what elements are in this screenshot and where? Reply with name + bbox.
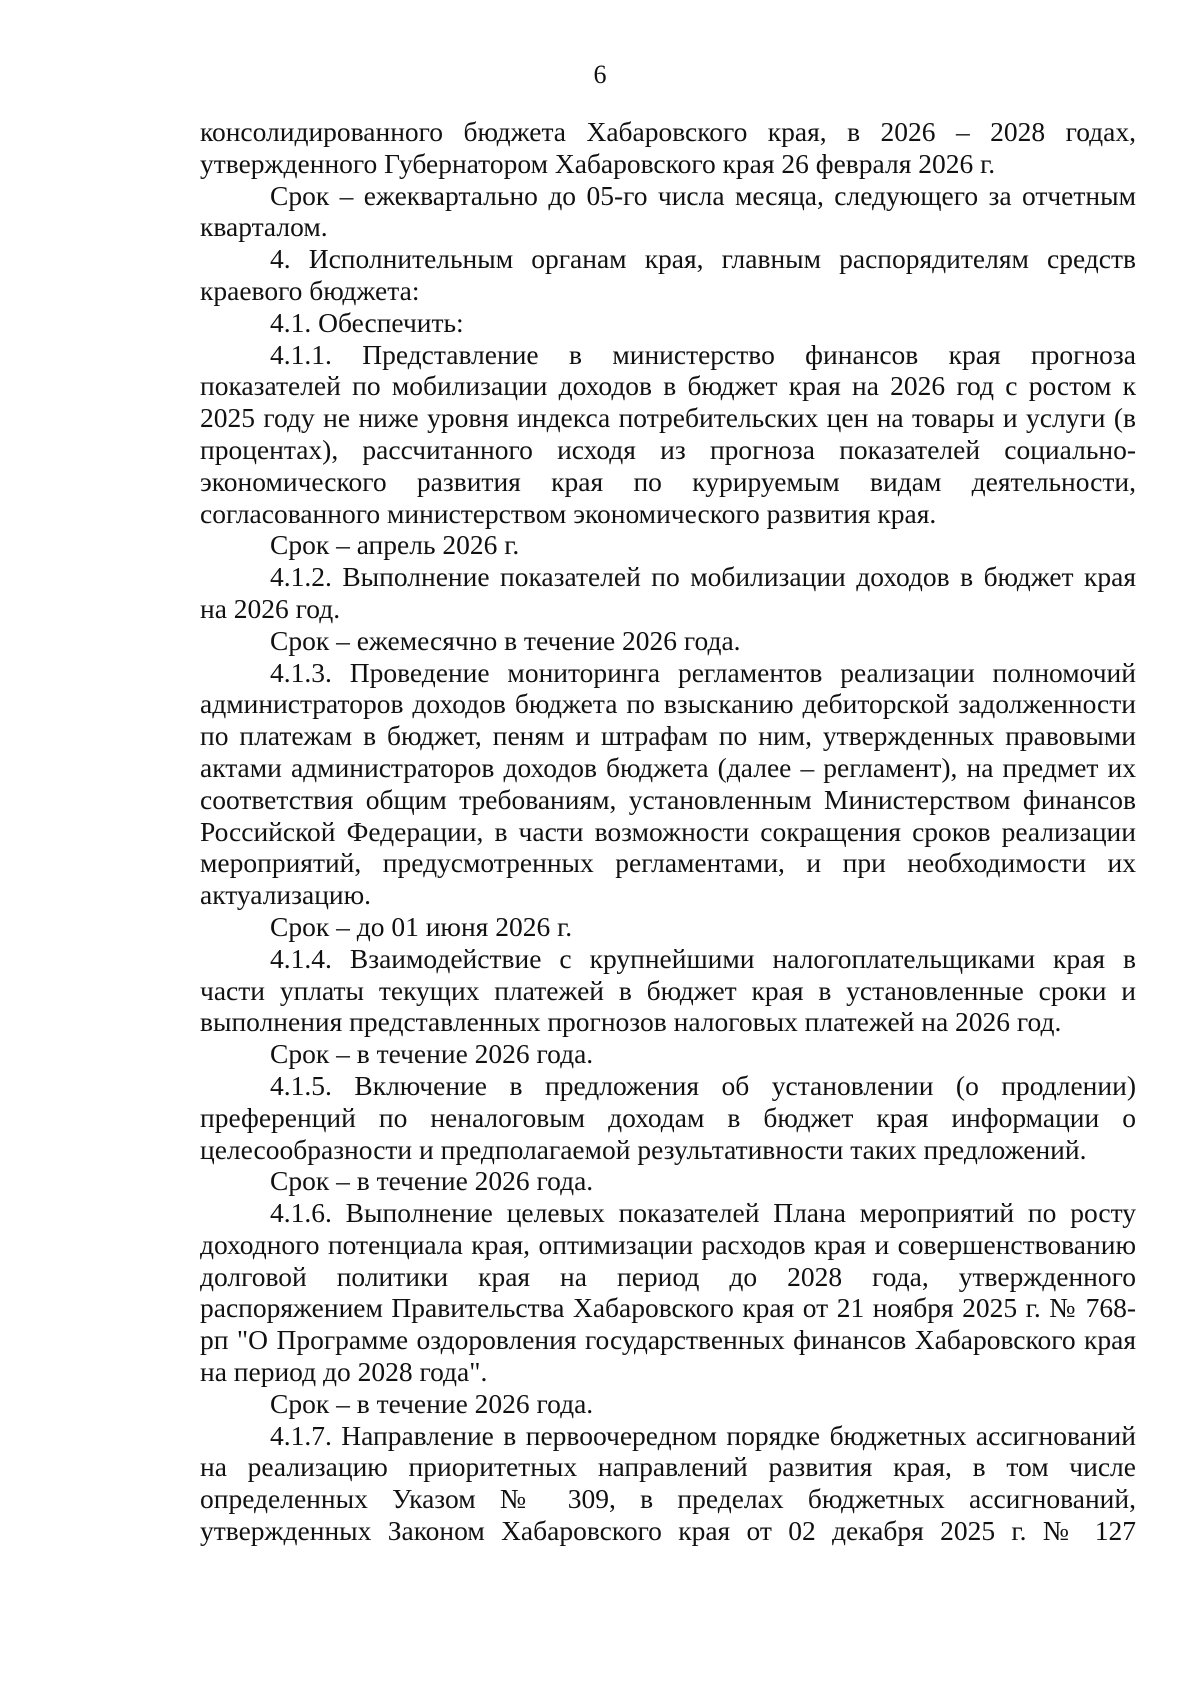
- paragraph-continuation: консолидированного бюджета Хабаровского края, в 2026 – 2028 годах, утвержденного Губернатором Хабаровского края 26 февраля 2026 г.: [200, 116, 1136, 179]
- deadline-paragraph: Срок – ежеквартально до 05-го числа месяца, следующего за отчетным кварталом.: [200, 179, 1136, 243]
- item-4-1-5: 4.1.5. Включение в предложения об установлении (о продлении) преференций по неналоговым доходам в бюджет края информации о целесообразности и предполагаемой результативности таких предложений.: [200, 1069, 1136, 1165]
- deadline-paragraph: Срок – в течение 2026 года.: [270, 1038, 594, 1070]
- deadline-paragraph: Срок – в течение 2026 года.: [270, 1165, 594, 1197]
- deadline-paragraph: Срок – ежемесячно в течение 2026 года.: [270, 624, 741, 656]
- deadline-paragraph: Срок – в течение 2026 года.: [270, 1387, 594, 1419]
- deadline-paragraph: Срок – до 01 июня 2026 г.: [270, 910, 573, 942]
- section-4-1-heading: 4.1. Обеспечить:: [270, 306, 464, 338]
- item-4-1-2: 4.1.2. Выполнение показателей по мобилизации доходов в бюджет края на 2026 год.: [200, 561, 1136, 624]
- page-number: 6: [593, 60, 607, 89]
- item-4-1-3: 4.1.3. Проведение мониторинга регламентов реализации полномочий администраторов доходов бюджета по взысканию дебиторской задолженности по платежам в бюджет, пеням и штрафам по ним, утвержденных правовыми актами администраторов доходов бюджета (далее – регламент), на предмет их соответствия общим требованиям, установленным Министерством финансов Российской Федерации, в части возможности сокращения сроков реализации мероприятий, предусмотренных регламентами, и при необходимости их актуализацию.: [200, 656, 1136, 911]
- document-body: [200, 116, 1136, 1547]
- section-4-heading: 4. Исполнительным органам края, главным распорядителям средств краевого бюджета:: [200, 243, 1136, 306]
- item-4-1-4: 4.1.4. Взаимодействие с крупнейшими налогоплательщиками края в части уплаты текущих платежей в бюджет края в установленные сроки и выполнения представленных прогнозов налоговых платежей на 2026 год.: [200, 942, 1136, 1038]
- item-4-1-1: 4.1.1. Представление в министерство финансов края прогноза показателей по мобилизации доходов в бюджет края на 2026 год с ростом к 2025 году не ниже уровня индекса потребительских цен на товары и услуги (в процентах), рассчитанного исходя из прогноза показателей социально-экономического развития края по курируемым видам деятельности, согласованного министерством экономического развития края.: [200, 338, 1136, 529]
- item-4-1-7: 4.1.7. Направление в первоочередном порядке бюджетных ассигнований на реализацию приоритетных направлений развития края, в том числе определенных Указом № 309, в пределах бюджетных ассигнований, утвержденных Законом Хабаровского края от 02 декабря 2025 г. № 127: [200, 1419, 1136, 1547]
- deadline-paragraph: Срок – апрель 2026 г.: [270, 529, 520, 561]
- item-4-1-6: 4.1.6. Выполнение целевых показателей Плана мероприятий по росту доходного потенциала края, оптимизации расходов края и совершенствованию долговой политики края на период до 2028 года, утвержденного распоряжением Правительства Хабаровского края от 21 ноября 2025 г. № 768-рп "О Программе оздоровления государственных финансов Хабаровского края на период до 2028 года".: [200, 1197, 1136, 1388]
